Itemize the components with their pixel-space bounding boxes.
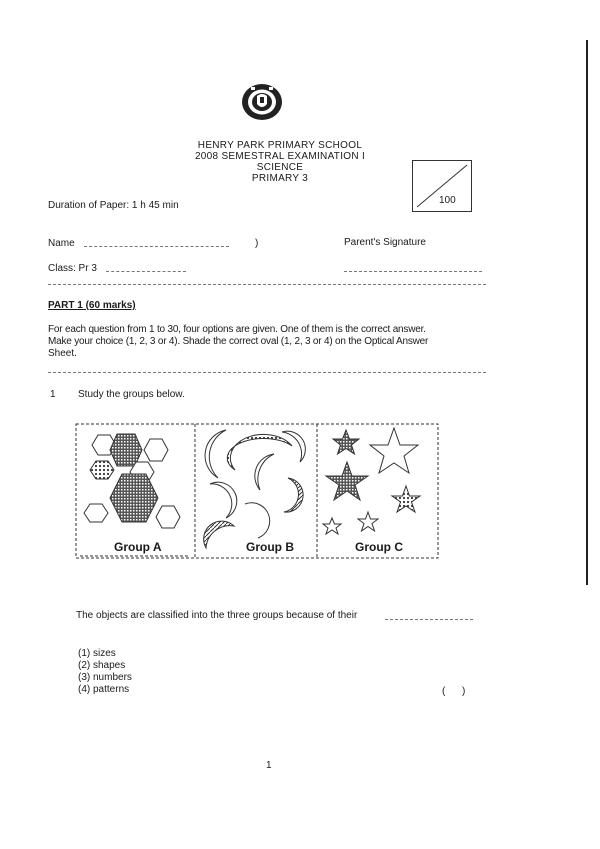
scan-edge-line [586,40,588,585]
school-crest-logo [240,82,284,122]
class-label: Class: Pr 3 [48,263,97,274]
subject-title: SCIENCE [256,162,304,173]
score-box [412,160,472,212]
option-4[interactable]: (4) patterns [78,684,130,695]
group-b-moons [204,430,306,548]
parent-signature-label: Parent's Signature [344,237,426,248]
answer-blank-line[interactable] [385,619,473,620]
exam-title: 2008 SEMESTRAL EXAMINATION I [194,151,366,162]
question-stem: The objects are classified into the three groups because of their [76,610,358,621]
level-title: PRIMARY 3 [251,173,309,184]
group-c-stars [323,428,420,534]
class-line[interactable] [106,271,186,272]
instruction-line-2: Make your choice (1, 2, 3 or 4). Shade the correct oval (1, 2, 3 or 4) on the Optical Answer [48,336,429,347]
score-total: 100 [439,195,456,206]
header-divider [48,284,486,285]
group-c-label: Group C [355,540,403,554]
group-a-hexagons [84,434,180,528]
question-number: 1 [50,389,56,400]
name-close-bracket: ) [255,238,259,249]
page-number: 1 [266,760,272,771]
duration-text: Duration of Paper: 1 h 45 min [48,200,179,211]
option-3[interactable]: (3) numbers [78,672,132,683]
group-a-label: Group A [114,540,162,554]
group-b-label: Group B [246,540,294,554]
answer-bracket[interactable]: ( ) [442,686,466,697]
parent-signature-line[interactable] [344,271,482,272]
part-title: PART 1 (60 marks) [48,300,136,311]
name-line[interactable] [84,246,229,247]
instruction-line-3: Sheet. [48,348,77,359]
option-2[interactable]: (2) shapes [78,660,126,671]
question-prompt: Study the groups below. [78,389,185,400]
instruction-line-1: For each question from 1 to 30, four options are given. One of them is the correct answer. [48,324,426,335]
option-1[interactable]: (1) sizes [78,648,116,659]
part-divider [48,372,486,373]
school-name: HENRY PARK PRIMARY SCHOOL [197,140,363,151]
name-label: Name [48,238,75,249]
